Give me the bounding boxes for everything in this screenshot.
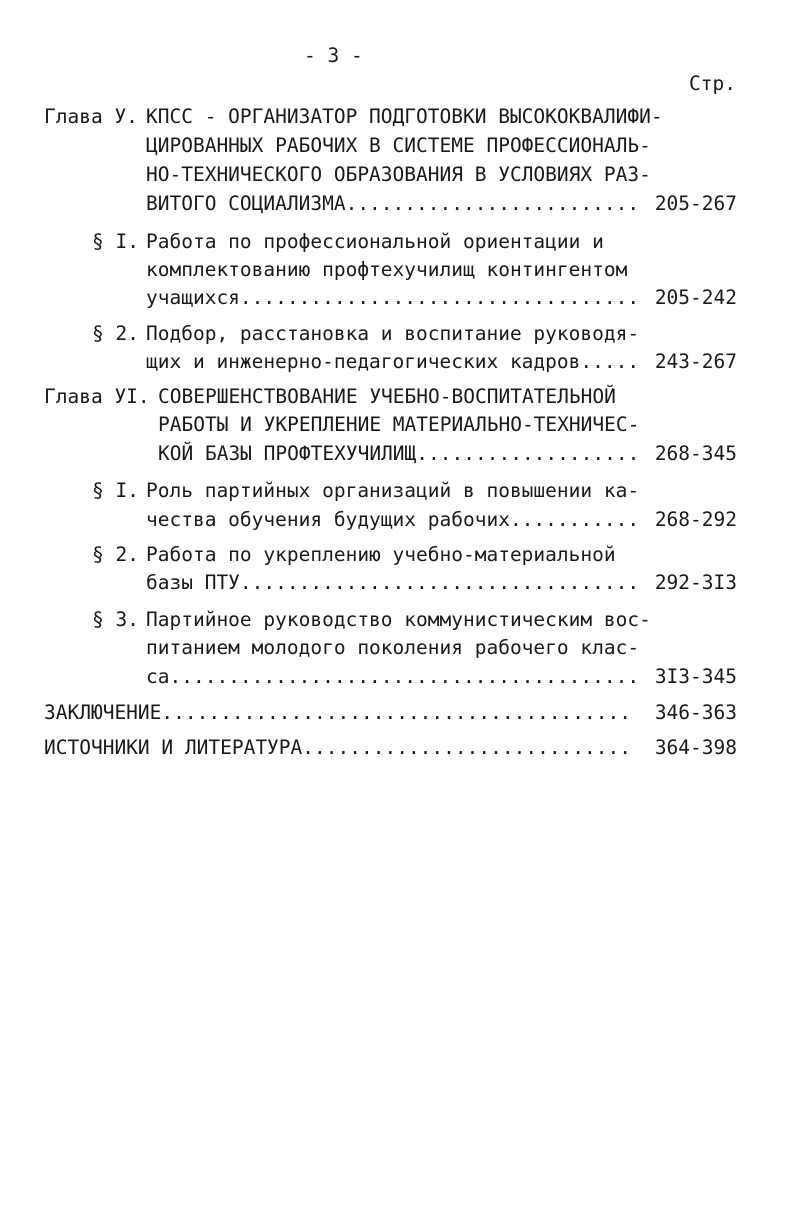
section-title-line: щих и инженерно-педагогических кадров.....: [146, 350, 640, 373]
section-title-line: базы ПТУ..................................: [146, 571, 640, 594]
chapter-title-line: КПСС - ОРГАНИЗАТОР ПОДГОТОВКИ ВЫСОКОКВАЛИФИ-: [146, 105, 663, 128]
pages-column-label: Стр.: [689, 72, 736, 95]
section-title-line: са........................................: [146, 665, 640, 688]
page-range: 364-398: [654, 736, 737, 759]
entry-title: ИСТОЧНИКИ И ЛИТЕРАТУРА............................: [44, 736, 631, 759]
page-range: 243-267: [654, 350, 737, 373]
page-number: - 3 -: [304, 44, 363, 67]
section-title-line: Работа по укреплению учебно-материальной: [146, 543, 616, 566]
page-range: 292-3I3: [654, 571, 737, 594]
page-range: 268-292: [654, 508, 737, 531]
chapter-title-line: ЦИРОВАННЫХ РАБОЧИХ В СИСТЕМЕ ПРОФЕССИОНАЛЬ-: [146, 134, 651, 157]
chapter-title-line: НО-ТЕХНИЧЕСКОГО ОБРАЗОВАНИЯ В УСЛОВИЯХ РАЗ-: [146, 163, 651, 186]
chapter-title-line: ВИТОГО СОЦИАЛИЗМА.........................: [146, 192, 640, 215]
page-range: 346-363: [654, 701, 737, 724]
section-title-line: Подбор, расстановка и воспитание руководя-: [146, 322, 640, 345]
chapter-prefix: Глава УI.: [44, 385, 150, 408]
section-title-line: чества обучения будущих рабочих...........: [146, 508, 640, 531]
chapter-prefix: Глава У.: [44, 105, 138, 128]
page-range: 268-345: [654, 442, 737, 465]
section-title-line: Работа по профессиональной ориентации и: [146, 230, 604, 253]
chapter-title-line: КОЙ БАЗЫ ПРОФТЕХУЧИЛИЩ...................: [158, 442, 640, 465]
section-prefix: § I.: [92, 479, 139, 502]
chapter-title-line: РАБОТЫ И УКРЕПЛЕНИЕ МАТЕРИАЛЬНО-ТЕХНИЧЕС-: [158, 413, 640, 436]
chapter-title-line: СОВЕРШЕНСТВОВАНИЕ УЧЕБНО-ВОСПИТАТЕЛЬНОЙ: [158, 385, 616, 408]
section-title-line: учащихся..................................: [146, 286, 640, 309]
section-title-line: питанием молодого поколения рабочего клас-: [146, 636, 640, 659]
page-range: 3I3-345: [654, 665, 737, 688]
section-title-line: Роль партийных организаций в повышении ка-: [146, 479, 640, 502]
section-prefix: § 2.: [92, 543, 139, 566]
page-range: 205-267: [654, 192, 737, 215]
page-range: 205-242: [654, 286, 737, 309]
section-prefix: § I.: [92, 230, 139, 253]
section-prefix: § 3.: [92, 608, 139, 631]
section-title-line: Партийное руководство коммунистическим вос-: [146, 608, 651, 631]
section-prefix: § 2.: [92, 322, 139, 345]
entry-title: ЗАКЛЮЧЕНИЕ........................................: [44, 701, 631, 724]
section-title-line: комплектованию профтехучилищ контингентом: [146, 258, 628, 281]
